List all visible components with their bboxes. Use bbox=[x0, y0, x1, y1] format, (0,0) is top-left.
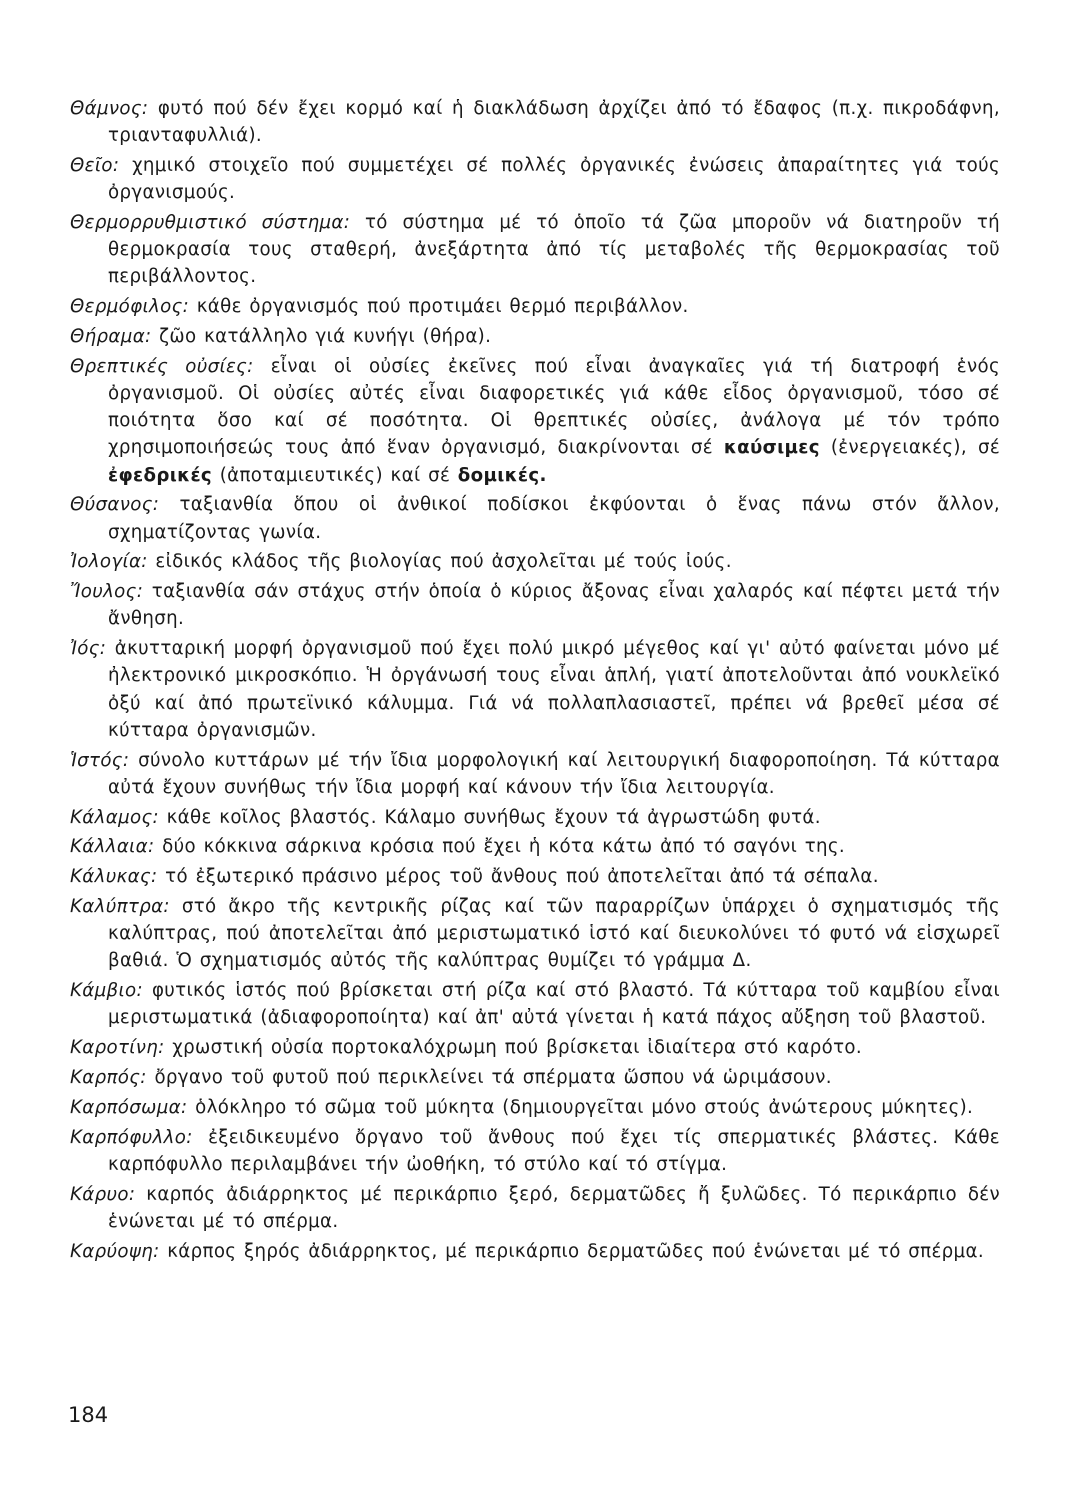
entry-term: Ἱστός: bbox=[70, 749, 130, 771]
glossary-entry bbox=[70, 893, 1000, 975]
glossary-entry bbox=[70, 152, 1000, 206]
entry-definition: εἶναι οἱ οὐσίες ἐκεῖνες πού εἶναι ἀναγκαῖες γιά τή διατροφή ἑνός ὀργανισμοῦ. Οἱ οὐσίες αὐτές εἶναι διαφορετικές γιά κάθε εἶδος ὀργανισμοῦ, τόσο σέ ποιότητα ὅσο καί σέ ποσότητα. Οἱ θρεπτικές οὐσίες, ἀνάλογα μέ τόν τρόπο χρησιμοποιήσεώς τους ἀπό ἕναν ὀργανισμό, διακρίνονται σέ bbox=[108, 355, 1000, 459]
entry-definition: στό ἄκρο τῆς κεντρικῆς ρίζας καί τῶν παραρρίζων ὑπάρχει ὁ σχηματισμός τῆς καλύπτρας, πού ἀποτελεῖται ἀπό μεριστωματικό ἱστό καί διευκολύνει τό φυτό νά εἰσχωρεῖ βαθιά. Ὁ σχηματισμός αὐτός τῆς καλύπτρας θυμίζει τό γράμμα Δ. bbox=[108, 896, 1000, 972]
entry-definition: (ἀποταμιευτικές) καί σέ bbox=[219, 464, 451, 486]
entry-term: Κάλυκας: bbox=[70, 866, 158, 888]
entry-term: Κάμβιο: bbox=[70, 980, 143, 1002]
glossary-entry bbox=[70, 863, 1000, 890]
entry-definition: χημικό στοιχεῖο πού συμμετέχει σέ πολλές ὀργανικές ἐνώσεις ἀπαραίτητες γιά τούς ὀργανισμούς. bbox=[108, 155, 1001, 204]
entry-definition: ἐξειδικευμένο ὄργανο τοῦ ἄνθους πού ἔχει τίς σπερματικές βλάστες. Κάθε καρπόφυλλο περιλαμβάνει τήν ὠοθήκη, τό στύλο καί τό στίγμα. bbox=[108, 1126, 1000, 1175]
entry-definition: ταξιανθία ὅπου οἱ ἀνθικοί ποδίσκοι ἐκφύονται ὁ ἕνας πάνω στόν ἄλλον, σχηματίζοντας γωνία. bbox=[108, 494, 1000, 543]
entry-definition: τό σύστημα μέ τό ὁποῖο τά ζῶα μποροῦν νά διατηροῦν τή θερμοκρασία τους σταθερή, ἀνεξάρτητα ἀπό τίς μεταβολές τῆς θερμοκρασίας τοῦ περιβάλλοντος. bbox=[108, 212, 1001, 288]
glossary-entry bbox=[70, 1181, 1000, 1235]
glossary-entry bbox=[70, 491, 1000, 545]
glossary-entry bbox=[70, 353, 1000, 489]
entry-term: Καρπός: bbox=[70, 1067, 147, 1088]
glossary-entry bbox=[70, 548, 1000, 575]
entry-term: Θάμνος: bbox=[70, 98, 149, 119]
glossary-entry bbox=[70, 747, 1000, 801]
entry-bold-term: δομικές. bbox=[457, 464, 547, 486]
entry-definition: τό ἐξωτερικό πράσινο μέρος τοῦ ἄνθους πού ἀποτελεῖται ἀπό τά σέπαλα. bbox=[165, 866, 879, 888]
glossary-entry bbox=[70, 1034, 1000, 1061]
entry-definition: φυτικός ἱστός πού βρίσκεται στή ρίζα καί στό βλαστό. Τά κύτταρα τοῦ καμβίου εἶναι μεριστωματικά (ἀδιαφοροποίητα) καί ἀπ' αὐτά γίνεται ἡ κατά πάχος αὔξηση τοῦ βλαστοῦ. bbox=[108, 980, 1000, 1029]
entry-definition: (ἐνεργειακές), σέ bbox=[830, 437, 1001, 459]
glossary-entry bbox=[70, 833, 1000, 860]
entry-term: Θήραμα: bbox=[70, 326, 152, 347]
glossary-entry bbox=[70, 1124, 1000, 1178]
entry-definition: ζῶο κατάλληλο γιά κυνήγι (θήρα). bbox=[159, 326, 492, 347]
entry-definition: κάρπος ξηρός ἀδιάρρηκτος, μέ περικάρπιο δερματῶδες πού ἑνώνεται μέ τό σπέρμα. bbox=[167, 1240, 984, 1262]
entry-bold-term: ἐφεδρικές bbox=[108, 464, 213, 486]
entry-definition: ὁλόκληρο τό σῶμα τοῦ μύκητα (δημιουργεῖται μόνο στούς ἀνώτερους μύκητες). bbox=[195, 1096, 974, 1118]
entry-definition: εἰδικός κλάδος τῆς βιολογίας πού ἀσχολεῖται μέ τούς ἰούς. bbox=[155, 551, 732, 573]
entry-definition: ἀκυτταρική μορφή ὀργανισμοῦ πού ἔχει πολύ μικρό μέγεθος καί γι' αὐτό φαίνεται μόνο μέ ἠλεκτρονικό μικροσκόπιο. Ἡ ὀργάνωσή τους εἶναι ἁπλή, γιατί ἀποτελοῦνται ἀπό νουκλεϊκό ὀξύ καί ἀπό πρωτεϊνικό κάλυμμα. Γιά νά πολλαπλασιαστεῖ, πρέπει νά βρεθεῖ μέσα σέ κύτταρα ὀργανισμῶν. bbox=[108, 638, 1000, 741]
entry-term: Θρεπτικές οὐσίες: bbox=[70, 355, 254, 377]
entry-definition: ταξιανθία σάν στάχυς στήν ὁποία ὁ κύριος ἄξονας εἶναι χαλαρός καί πέφτει μετά τήν ἄνθηση. bbox=[108, 581, 1000, 630]
entry-term: Θύσανος: bbox=[70, 494, 160, 516]
entry-definition: φυτό πού δέν ἔχει κορμό καί ἡ διακλάδωση ἀρχίζει ἀπό τό ἔδαφος (π.χ. πικροδάφνη, τριανταφυλλιά). bbox=[108, 98, 1000, 147]
entry-term: Καροτίνη: bbox=[70, 1037, 165, 1059]
entry-term: Καλύπτρα: bbox=[70, 896, 170, 917]
entry-term: Κάρυο: bbox=[70, 1183, 136, 1205]
entry-term: Κάλλαια: bbox=[70, 836, 155, 858]
entry-bold-term: καύσιμες bbox=[723, 437, 820, 459]
entry-term: Καρπόφυλλο: bbox=[70, 1126, 193, 1148]
entry-definition: σύνολο κυττάρων μέ τήν ἴδια μορφολογική καί λειτουργική διαφοροποίηση. Τά κύτταρα αὐτά ἔχουν συνήθως τήν ἴδια μορφή καί κάνουν τήν ἴδια λειτουργία. bbox=[108, 749, 1000, 798]
entry-term: Θεῖο: bbox=[70, 155, 120, 176]
glossary-page bbox=[70, 95, 1000, 1267]
entry-definition: ὄργανο τοῦ φυτοῦ πού περικλείνει τά σπέρματα ὥσπου νά ὡριμάσουν. bbox=[154, 1067, 832, 1088]
entry-definition: κάθε ὀργανισμός πού προτιμάει θερμό περιβάλλον. bbox=[196, 296, 689, 318]
glossary-entry bbox=[70, 323, 1000, 350]
glossary-entry bbox=[70, 635, 1000, 744]
glossary-entry bbox=[70, 578, 1000, 632]
entry-definition: χρωστική οὐσία πορτοκαλόχρωμη πού βρίσκεται ἰδιαίτερα στό καρότο. bbox=[172, 1037, 862, 1059]
page-number: 184 bbox=[68, 1403, 109, 1427]
entry-term: Κάλαμος: bbox=[70, 806, 159, 828]
entry-term: Ἰολογία: bbox=[70, 551, 148, 573]
glossary-entry bbox=[70, 209, 1000, 291]
entry-term: Καρπόσωμα: bbox=[70, 1096, 188, 1118]
entry-definition: κάθε κοῖλος βλαστός. Κάλαμο συνήθως ἔχουν τά ἀγρωστώδη φυτά. bbox=[166, 806, 821, 828]
glossary-entry bbox=[70, 1094, 1000, 1121]
glossary-entry bbox=[70, 95, 1000, 149]
glossary-entry bbox=[70, 1064, 1000, 1091]
glossary-entry bbox=[70, 977, 1000, 1031]
entry-term: Ἴουλος: bbox=[70, 581, 144, 603]
glossary-entry bbox=[70, 1238, 1000, 1265]
entry-definition: δύο κόκκινα σάρκινα κρόσια πού ἔχει ἡ κότα κάτω ἀπό τό σαγόνι της. bbox=[162, 836, 846, 858]
entry-term: Θερμορρυθμιστικό σύστημα: bbox=[70, 212, 351, 233]
entry-term: Καρύοψη: bbox=[70, 1240, 160, 1262]
glossary-entry bbox=[70, 804, 1000, 831]
glossary-entry bbox=[70, 293, 1000, 320]
entry-definition: καρπός ἀδιάρρηκτος μέ περικάρπιο ξερό, δερματῶδες ἤ ξυλῶδες. Τό περικάρπιο δέν ἑνώνεται μέ τό σπέρμα. bbox=[108, 1183, 1000, 1232]
entry-term: Θερμόφιλος: bbox=[70, 296, 190, 318]
entry-term: Ἰός: bbox=[70, 638, 107, 660]
